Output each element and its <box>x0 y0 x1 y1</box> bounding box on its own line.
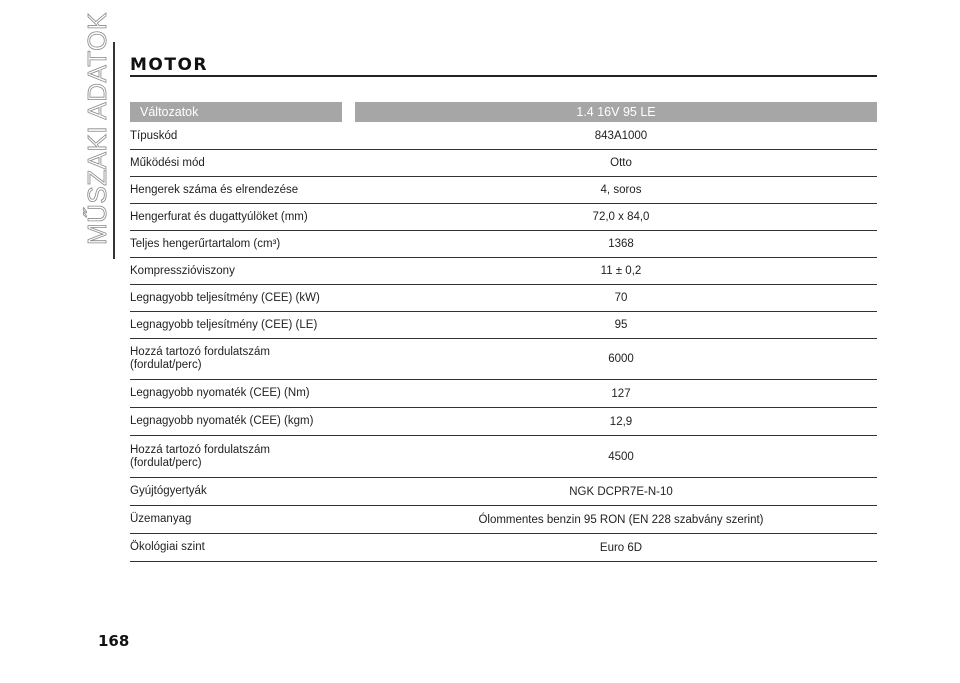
title-rule <box>130 75 877 77</box>
row-label: Kompresszióviszony <box>130 264 235 277</box>
table-row <box>130 380 877 408</box>
table-row <box>130 285 877 312</box>
row-label: Gyújtógyertyák <box>130 485 207 497</box>
table-row <box>130 312 877 339</box>
row-value: 6000 <box>608 353 634 365</box>
table-row <box>130 123 877 150</box>
table-row <box>130 177 877 204</box>
table-row <box>130 204 877 231</box>
table-row <box>130 231 877 258</box>
row-value: 12,9 <box>609 415 633 428</box>
row-label: Hengerfurat és dugattyúlöket (mm) <box>130 210 308 223</box>
row-label: Működési mód <box>130 156 205 169</box>
table-row <box>130 408 877 436</box>
row-value: Otto <box>610 157 632 169</box>
table-row <box>130 150 877 177</box>
row-value: 4500 <box>608 450 634 463</box>
table-row <box>130 506 877 534</box>
table-row <box>130 339 877 380</box>
spec-table <box>130 123 877 562</box>
row-value: 95 <box>614 319 628 331</box>
row-label: Hozzá tartozó fordulatszám (fordulat/perc) <box>130 443 270 469</box>
table-row <box>130 478 877 506</box>
row-label: Ökológiai szint <box>130 541 205 553</box>
section-title: MOTOR <box>130 55 209 75</box>
chapter-divider <box>113 42 115 259</box>
table-row <box>130 534 877 562</box>
row-value: 4, soros <box>600 184 642 196</box>
row-value: 1368 <box>608 238 634 250</box>
row-value: Ólommentes benzin 95 RON (EN 228 szabvány szerint) <box>478 513 764 526</box>
row-label: Típuskód <box>130 129 178 142</box>
row-label: Üzemanyag <box>130 513 192 525</box>
row-label: Hozzá tartozó fordulatszám (fordulat/perc) <box>130 346 270 371</box>
row-value: Euro 6D <box>599 541 643 554</box>
row-label: Teljes hengerűrtartalom (cm³) <box>130 237 281 250</box>
row-label: Hengerek száma és elrendezése <box>130 183 299 196</box>
row-label: Legnagyobb nyomaték (CEE) (Nm) <box>130 387 310 399</box>
row-value: NGK DCPR7E-N-10 <box>569 485 673 498</box>
row-value: 843A1000 <box>594 130 648 142</box>
page-number: 168 <box>98 632 130 650</box>
row-value: 11 ± 0,2 <box>600 265 642 277</box>
row-label: Legnagyobb teljesítmény (CEE) (LE) <box>130 318 318 331</box>
row-label: Legnagyobb nyomaték (CEE) (kgm) <box>130 415 314 427</box>
table-row <box>130 258 877 285</box>
table-header-variants: Változatok <box>130 102 342 122</box>
table-header-model: 1.4 16V 95 LE <box>355 102 877 122</box>
chapter-title: MŰSZAKI ADATOK <box>82 12 112 245</box>
row-value: 72,0 x 84,0 <box>592 211 650 223</box>
row-value: 70 <box>614 292 628 304</box>
row-value: 127 <box>611 387 631 400</box>
row-label: Legnagyobb teljesítmény (CEE) (kW) <box>130 291 320 304</box>
table-row <box>130 436 877 478</box>
